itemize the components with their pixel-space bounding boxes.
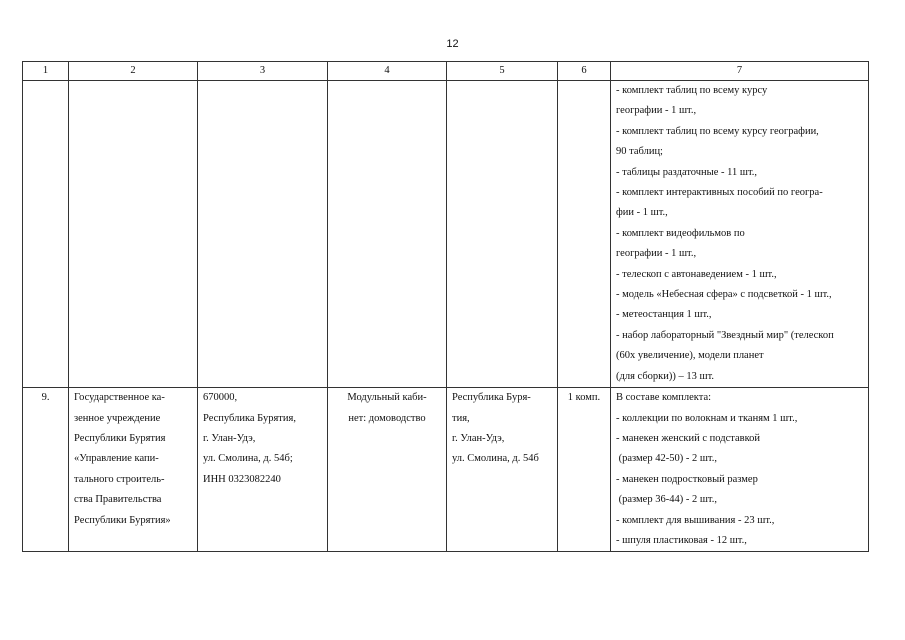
header-cell-1: 1 bbox=[23, 62, 69, 81]
header-cell-3: 3 bbox=[198, 62, 328, 81]
location-line: Республика Буря- bbox=[452, 392, 531, 404]
address-line: г. Улан-Удэ, bbox=[203, 432, 256, 444]
list-item: - коллекции по волокнам и тканям 1 шт., bbox=[616, 412, 798, 424]
organization-line: тального строитель- bbox=[74, 473, 165, 485]
list-item: - комплект интерактивных пособий по геогра- bbox=[616, 187, 823, 199]
cell-empty bbox=[447, 81, 558, 388]
address-line: 670000, bbox=[203, 392, 238, 404]
table-row-9 bbox=[23, 388, 869, 552]
cell-empty bbox=[328, 81, 447, 388]
organization-line: Государственное ка- bbox=[74, 392, 165, 404]
organization-line: зенное учреждение bbox=[74, 412, 161, 424]
organization-line: Республики Бурятия» bbox=[74, 514, 171, 526]
quantity-cell: 1 комп. bbox=[558, 388, 611, 552]
list-item: - модель «Небесная сфера» с подсветкой - 1 шт., bbox=[616, 289, 832, 301]
organization-line: Республики Бурятия bbox=[74, 432, 166, 444]
cell-empty bbox=[69, 81, 198, 388]
row-number-cell: 9. bbox=[23, 388, 69, 552]
cell-empty bbox=[198, 81, 328, 388]
cabinet-type-line: Модульный каби- bbox=[347, 392, 427, 404]
equipment-table bbox=[22, 61, 869, 552]
list-item: (60х увеличение), модели планет bbox=[616, 350, 764, 362]
list-heading: В составе комплекта: bbox=[616, 392, 712, 404]
organization-line: «Управление капи- bbox=[74, 453, 159, 465]
header-cell-4: 4 bbox=[328, 62, 447, 81]
location-line: г. Улан-Удэ, bbox=[452, 432, 505, 444]
list-item: - шпуля пластиковая - 12 шт., bbox=[616, 534, 747, 546]
header-cell-6: 6 bbox=[558, 62, 611, 81]
list-item: - комплект таблиц по всему курсу географии, bbox=[616, 125, 819, 137]
page-number: 12 bbox=[446, 38, 459, 50]
list-item: (размер 36-44) - 2 шт., bbox=[616, 494, 717, 506]
list-item: - комплект для вышивания - 23 шт., bbox=[616, 514, 775, 526]
address-line: Республика Бурятия, bbox=[203, 412, 296, 424]
organization-line: ства Правительства bbox=[74, 494, 162, 506]
list-item: 90 таблиц; bbox=[616, 146, 663, 158]
list-item: фии - 1 шт., bbox=[616, 207, 668, 219]
list-item: - комплект видеофильмов по bbox=[616, 227, 745, 239]
cabinet-type-cell bbox=[328, 388, 447, 552]
equipment-list-cell bbox=[611, 388, 869, 552]
location-line: ул. Смолина, д. 54б bbox=[452, 453, 539, 465]
list-item: - набор лабораторный "Звездный мир" (телескоп bbox=[616, 329, 834, 341]
header-cell-2: 2 bbox=[69, 62, 198, 81]
list-item: - комплект таблиц по всему курсу bbox=[616, 85, 768, 96]
inn-line: ИНН 0323082240 bbox=[203, 473, 281, 485]
table-row-continuation bbox=[23, 81, 869, 388]
cabinet-type-line: нет: домоводство bbox=[348, 412, 426, 424]
list-item: - таблицы раздаточные - 11 шт., bbox=[616, 166, 757, 178]
list-item: (для сборки)) – 13 шт. bbox=[616, 370, 715, 382]
header-cell-7: 7 bbox=[611, 62, 869, 81]
cell-empty bbox=[558, 81, 611, 388]
location-cell bbox=[447, 388, 558, 552]
list-item: (размер 42-50) - 2 шт., bbox=[616, 453, 717, 465]
list-item: географии - 1 шт., bbox=[616, 105, 697, 117]
header-cell-5: 5 bbox=[447, 62, 558, 81]
equipment-list-cell bbox=[611, 81, 869, 388]
list-item: - метеостанция 1 шт., bbox=[616, 309, 712, 321]
address-inn-cell bbox=[198, 388, 328, 552]
list-item: - манекен женский с подставкой bbox=[616, 432, 761, 444]
list-item: географии - 1 шт., bbox=[616, 248, 697, 260]
organization-cell bbox=[69, 388, 198, 552]
address-line: ул. Смолина, д. 54б; bbox=[203, 453, 293, 465]
list-item: - манекен подростковый размер bbox=[616, 473, 758, 485]
cell-empty bbox=[23, 81, 69, 388]
list-item: - телескоп с автонаведением - 1 шт., bbox=[616, 268, 777, 280]
location-line: тия, bbox=[452, 412, 470, 424]
table-header-row bbox=[23, 62, 869, 81]
